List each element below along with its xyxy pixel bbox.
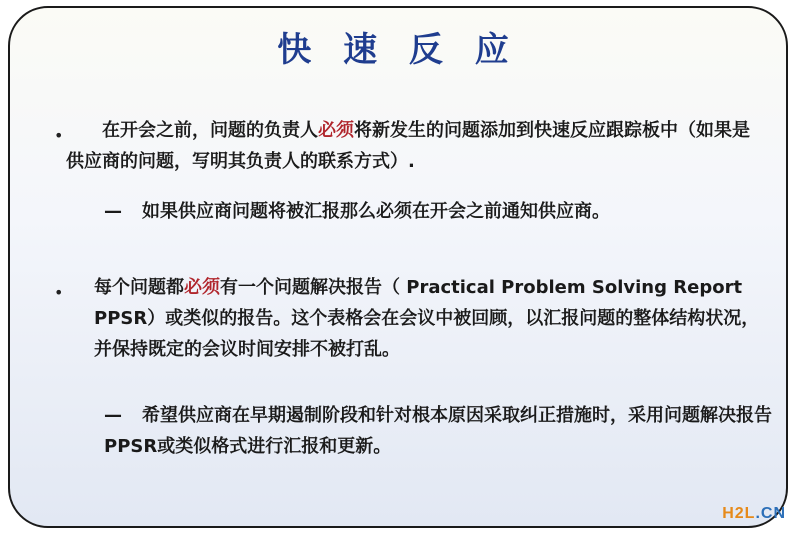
point-2-post: 有一个问题解决报告（ Practical Problem Solving Report PPSR）或类似的报告。这个表格会在会议中被回顾，以汇报问题的整体结构状况，并保持既定的会议时间安排不被打乱。	[94, 277, 760, 360]
bullet-point-1: •	[54, 126, 64, 145]
watermark-part-1: H2L	[722, 505, 756, 522]
point-2-pre: 每个问题都	[94, 277, 184, 298]
point-2-text	[94, 272, 764, 365]
slide-title: 快 速 反 应	[277, 30, 519, 70]
point-1-sub-text: 如果供应商问题将被汇报那么必须在开会之前通知供应商。	[142, 201, 610, 222]
dash-2: —	[104, 405, 122, 426]
point-2-emphasis: 必须	[184, 277, 220, 298]
slide-frame	[8, 6, 788, 528]
point-1-pre: 在开会之前，问题的负责人	[102, 120, 318, 141]
dash-1: —	[104, 201, 122, 222]
point-1-emphasis: 必须	[318, 120, 354, 141]
point-1-text	[66, 115, 766, 177]
bullet-point-2: •	[54, 283, 64, 302]
point-1-sub	[104, 196, 764, 227]
watermark-part-2: .CN	[755, 505, 786, 522]
h2l-watermark	[722, 505, 786, 523]
point-1-post: 将新发生的问题添加到快速反应跟踪板中（如果是供应商的问题，写明其负责人的联系方式）.	[66, 120, 750, 172]
point-2-sub-text: 希望供应商在早期遏制阶段和针对根本原因采取纠正措施时，采用问题解决报告PPSR或类似格式进行汇报和更新。	[104, 405, 772, 457]
point-2-sub	[104, 400, 774, 462]
